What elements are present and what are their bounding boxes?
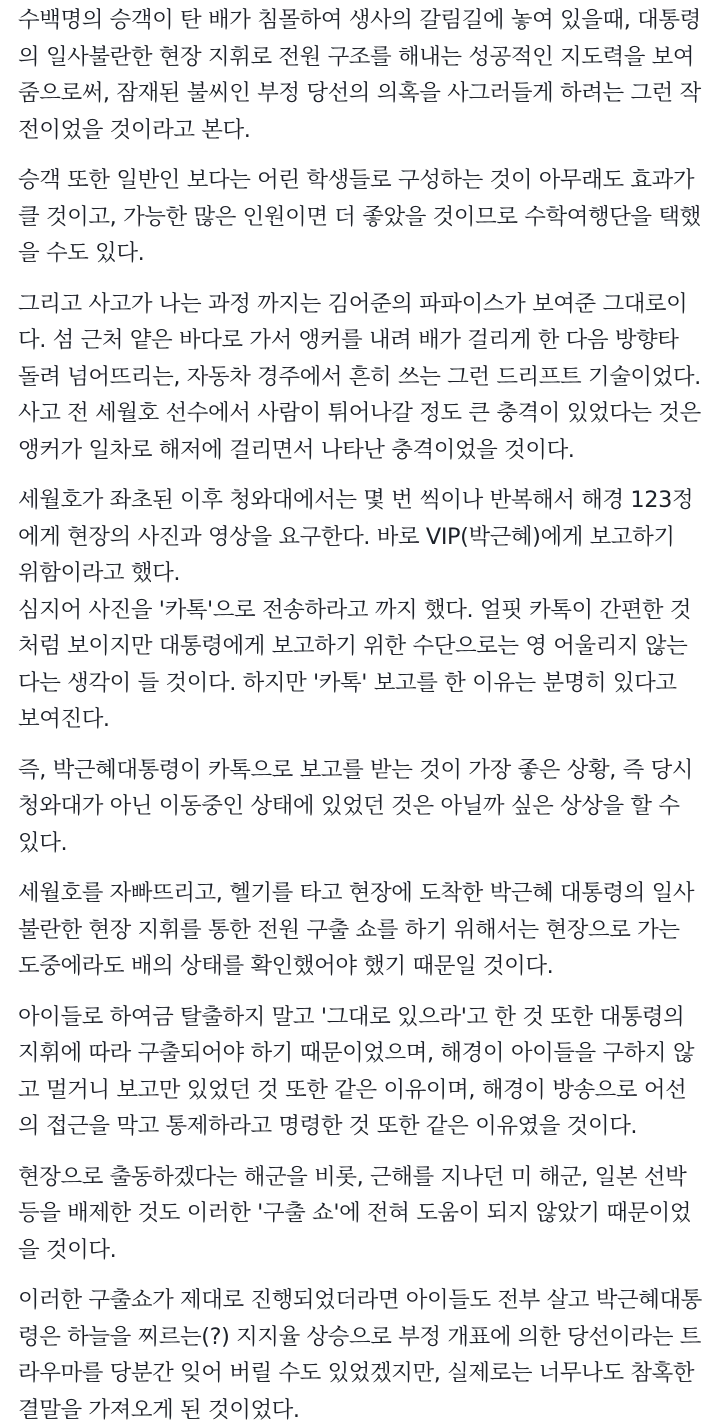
paragraph: 그리고 사고가 나는 과정 까지는 김어준의 파파이스가 보여준 그대로이다. 섬 근처 얕은 바다로 가서 앵커를 내려 배가 걸리게 한 다음 방향타 돌려 넘어뜨리는, 자동차 경주에서 흔히 쓰는 그런 드리프트 기술이었다. 사고 전 세월호 선수에서 사람이 튀어나갈 정도 큰 충격이 있었다는 것은 앵커가 일차로 해저에 걸리면서 나타난 충격이었을 것이다. — [18, 290, 701, 463]
paragraph: 세월호가 좌초된 이후 청와대에서는 몇 번 씩이나 반복해서 해경 123정에게 현장의 사진과 영상을 요구한다. 바로 VIP(박근혜)에게 보고하기 위함이라고 했다. — [18, 487, 694, 586]
paragraph: 즉, 박근혜대통령이 카톡으로 보고를 받는 것이 가장 좋은 상황, 즉 당시 청와대가 아닌 이동중인 상태에 있었던 것은 아닐까 싶은 상상을 할 수 있다. — [18, 756, 694, 856]
paragraph: 수백명의 승객이 탄 배가 침몰하여 생사의 갈림길에 놓여 있을때, 대통령의 일사불란한 현장 지휘로 전원 구조를 해내는 성공적인 지도력을 보여줌으로써, 잠재된 불씨인 부정 당선의 의혹을 사그러들게 하려는 그런 작전이었을 것이라고 본다. — [18, 7, 701, 143]
paragraph: 아이들로 하여금 탈출하지 말고 '그대로 있으라'고 한 것 또한 대통령의 지휘에 따라 구출되어야 하기 때문이었으며, 해경이 아이들을 구하지 않고 멀거니 보고만 있었던 것 또한 같은 이유이며, 해경이 방송으로 어선의 접근을 막고 통제하라고 명령한 것 또한 같은 이유였을 것이다. — [18, 1003, 695, 1139]
paragraph: 세월호를 자빠뜨리고, 헬기를 타고 현장에 도착한 박근혜 대통령의 일사불란한 현장 지휘를 통한 전원 구출 쇼를 하기 위해서는 현장으로 가는 도중에라도 배의 상태를 확인했어야 했기 때문일 것이다. — [18, 880, 695, 979]
paragraph: 현장으로 출동하겠다는 해군을 비롯, 근해를 지나던 미 해군, 일본 선박등을 배제한 것도 이러한 '구출 쇼'에 전혀 도움이 되지 않았기 때문이었을 것이다. — [18, 1163, 692, 1263]
paragraph: 승객 또한 일반인 보다는 어린 학생들로 구성하는 것이 아무래도 효과가 클 것이고, 가능한 많은 인원이면 더 좋았을 것이므로 수학여행단을 택했을 수도 있다. — [18, 167, 701, 266]
paragraph: 심지어 사진을 '카톡'으로 전송하라고 까지 했다. 얼핏 카톡이 간편한 것처럼 보이지만 대통령에게 보고하기 위한 수단으로는 영 어울리지 않는다는 생각이 들 것이다. 하지만 '카톡' 보고를 한 이유는 분명히 있다고 보여진다. — [18, 596, 692, 732]
paragraph: 이러한 구출쇼가 제대로 진행되었더라면 아이들도 전부 살고 박근혜대통령은 하늘을 찌르는(?) 지지율 상승으로 부정 개표에 의한 당선이라는 트라우마를 당분간 잊어 버릴 수도 있었겠지만, 실제로는 너무나도 참혹한 결말을 가져오게 된 것이었다. — [18, 1287, 702, 1423]
